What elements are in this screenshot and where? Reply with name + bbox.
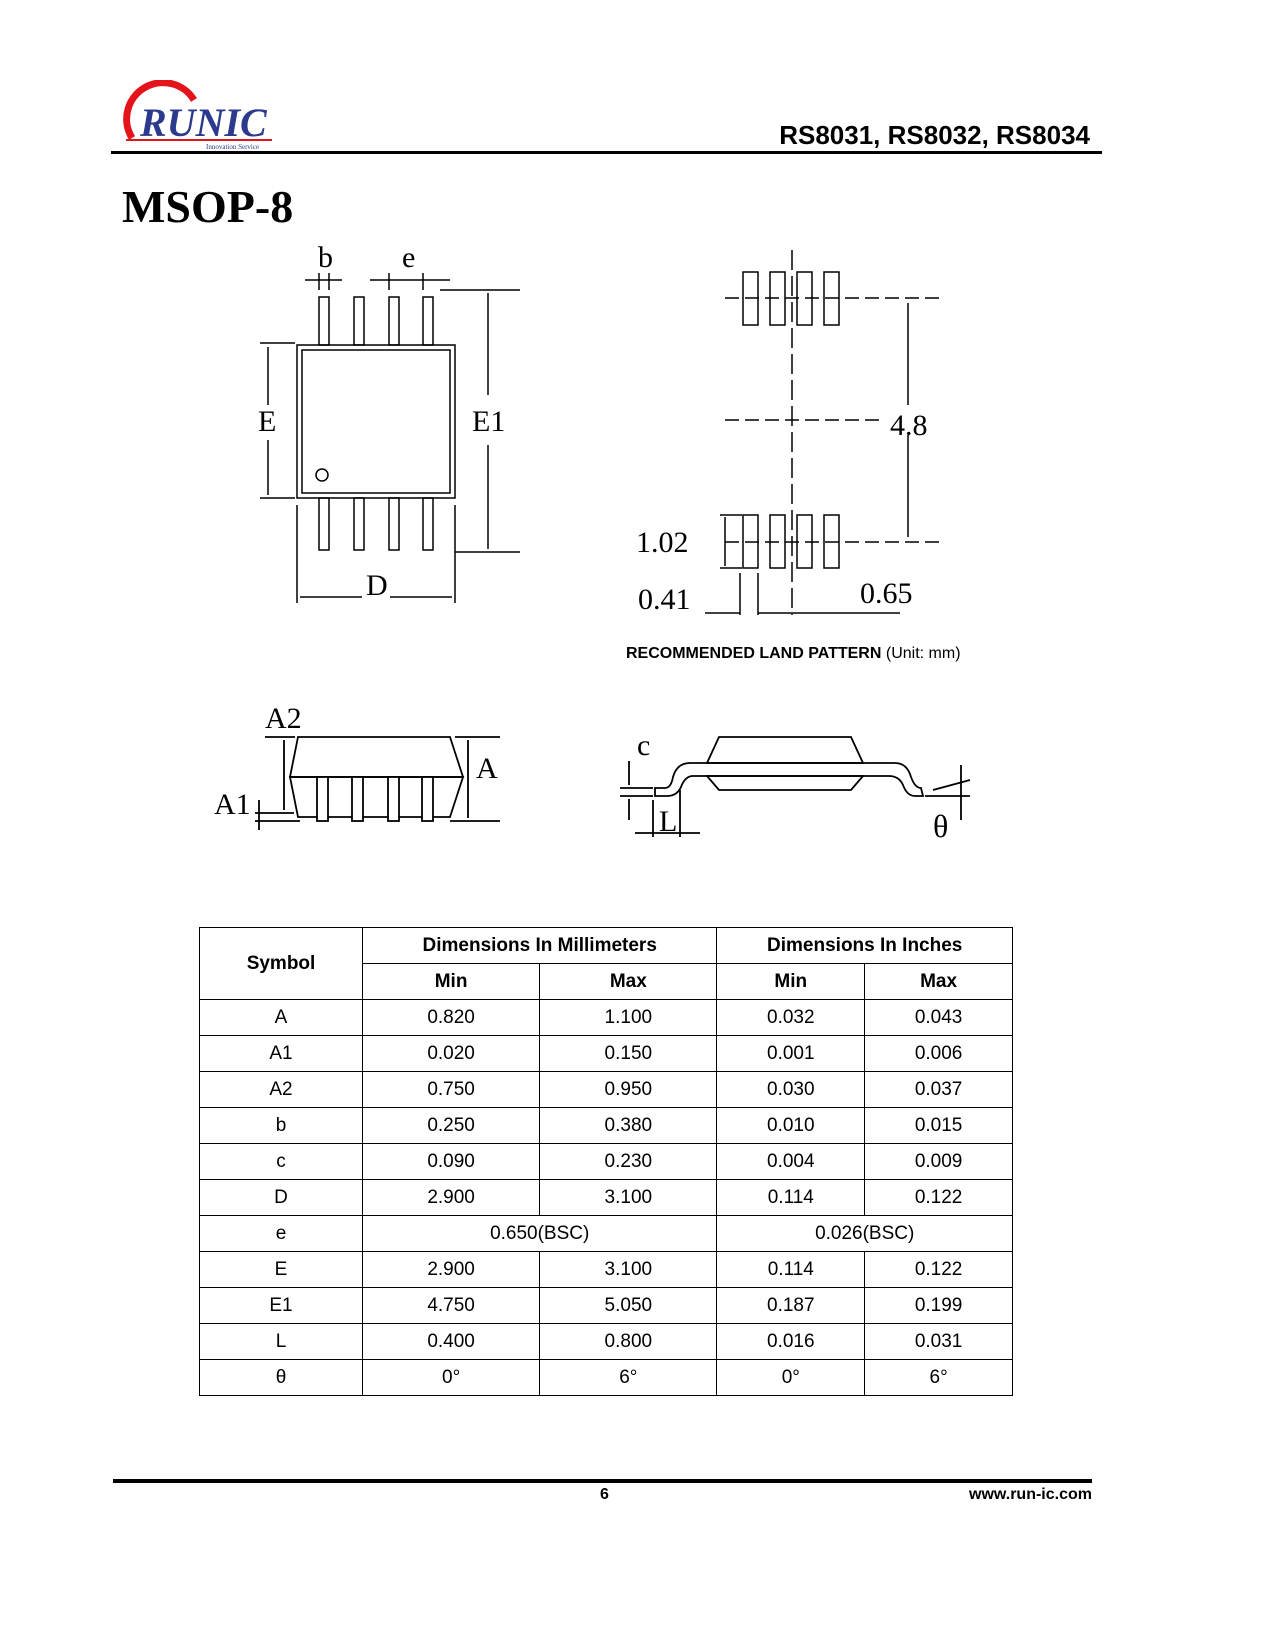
header-mm-min: Min [363, 964, 540, 1000]
symbol-cell: A2 [200, 1072, 363, 1108]
value-cell: 0.230 [540, 1144, 717, 1180]
svg-text:L: L [659, 805, 678, 838]
value-cell: 0.380 [540, 1108, 717, 1144]
runic-logo [122, 80, 277, 152]
table-row [200, 1108, 1013, 1144]
header-millimeters: Dimensions In Millimeters [363, 928, 717, 964]
svg-text:A2: A2 [265, 702, 302, 735]
svg-text:4.8: 4.8 [890, 409, 928, 442]
table-row [200, 1036, 1013, 1072]
svg-text:0.65: 0.65 [860, 577, 913, 610]
symbol-cell: c [200, 1144, 363, 1180]
value-cell: 0.016 [717, 1324, 865, 1360]
value-cell: 0.950 [540, 1072, 717, 1108]
value-cell: 0.010 [717, 1108, 865, 1144]
value-cell: 0.090 [363, 1144, 540, 1180]
svg-text:A1: A1 [214, 788, 251, 821]
value-cell: 0.400 [363, 1324, 540, 1360]
value-cell: 0.650(BSC) [363, 1216, 717, 1252]
symbol-cell: A1 [200, 1036, 363, 1072]
value-cell: 6° [865, 1360, 1013, 1396]
value-cell: 3.100 [540, 1180, 717, 1216]
value-cell: 0.122 [865, 1252, 1013, 1288]
value-cell: 0.150 [540, 1036, 717, 1072]
value-cell: 2.900 [363, 1252, 540, 1288]
table-row [200, 1000, 1013, 1036]
symbol-cell: D [200, 1180, 363, 1216]
svg-text:RUNIC: RUNIC [140, 100, 267, 145]
value-cell: 0.750 [363, 1072, 540, 1108]
value-cell: 0.122 [865, 1180, 1013, 1216]
table-row [200, 1288, 1013, 1324]
land-pattern-caption [626, 645, 961, 663]
svg-text:Innovation Service: Innovation Service [206, 143, 260, 151]
value-cell: 2.900 [363, 1180, 540, 1216]
symbol-cell: L [200, 1324, 363, 1360]
top-view-diagram [240, 235, 540, 615]
svg-text:0.41: 0.41 [638, 583, 691, 616]
value-cell: 0.114 [717, 1180, 865, 1216]
value-cell: 0.800 [540, 1324, 717, 1360]
svg-text:c: c [637, 729, 651, 762]
symbol-cell: A [200, 1000, 363, 1036]
value-cell: 6° [540, 1360, 717, 1396]
header-in-max: Max [865, 964, 1013, 1000]
table-row [200, 1360, 1013, 1396]
value-cell: 0.004 [717, 1144, 865, 1180]
symbol-cell: E [200, 1252, 363, 1288]
svg-text:θ: θ [933, 808, 949, 844]
value-cell: 0.020 [363, 1036, 540, 1072]
svg-text:D: D [366, 569, 388, 602]
caption-bold: RECOMMENDED LAND PATTERN [626, 645, 882, 662]
symbol-cell: b [200, 1108, 363, 1144]
table-row [200, 1216, 1013, 1252]
value-cell: 4.750 [363, 1288, 540, 1324]
symbol-cell: θ [200, 1360, 363, 1396]
caption-unit: (Unit: mm) [885, 645, 961, 662]
value-cell: 0.114 [717, 1252, 865, 1288]
website-link[interactable]: www.run-ic.com [969, 1486, 1092, 1503]
table-row [200, 1252, 1013, 1288]
header-mm-max: Max [540, 964, 717, 1000]
value-cell: 0.030 [717, 1072, 865, 1108]
svg-text:e: e [402, 241, 416, 274]
value-cell: 0.820 [363, 1000, 540, 1036]
value-cell: 0.026(BSC) [717, 1216, 1013, 1252]
table-row [200, 1180, 1013, 1216]
section-title: MSOP-8 [122, 181, 294, 232]
header-divider [111, 151, 1102, 154]
page-number: 6 [600, 1486, 609, 1503]
value-cell: 5.050 [540, 1288, 717, 1324]
value-cell: 0.032 [717, 1000, 865, 1036]
document-title: RS8031, RS8032, RS8034 [779, 120, 1090, 150]
header-symbol: Symbol [200, 928, 363, 1000]
value-cell: 0.009 [865, 1144, 1013, 1180]
svg-text:E: E [258, 405, 277, 438]
dimensions-table [199, 927, 1013, 1396]
land-pattern-diagram [630, 245, 960, 625]
table-row [200, 1324, 1013, 1360]
footer-divider [113, 1479, 1092, 1483]
svg-text:1.02: 1.02 [636, 526, 689, 559]
value-cell: 0.031 [865, 1324, 1013, 1360]
value-cell: 0.015 [865, 1108, 1013, 1144]
value-cell: 0.001 [717, 1036, 865, 1072]
svg-text:A: A [476, 752, 498, 785]
value-cell: 3.100 [540, 1252, 717, 1288]
value-cell: 0.250 [363, 1108, 540, 1144]
svg-text:b: b [318, 241, 333, 274]
side-view-front-diagram [210, 700, 510, 830]
table-row [200, 1144, 1013, 1180]
header-in-min: Min [717, 964, 865, 1000]
svg-text:E1: E1 [472, 405, 506, 438]
value-cell: 1.100 [540, 1000, 717, 1036]
value-cell: 0.187 [717, 1288, 865, 1324]
value-cell: 0.199 [865, 1288, 1013, 1324]
symbol-cell: E1 [200, 1288, 363, 1324]
value-cell: 0° [363, 1360, 540, 1396]
symbol-cell: e [200, 1216, 363, 1252]
value-cell: 0.043 [865, 1000, 1013, 1036]
value-cell: 0° [717, 1360, 865, 1396]
header-inches: Dimensions In Inches [717, 928, 1013, 964]
table-row [200, 1072, 1013, 1108]
value-cell: 0.037 [865, 1072, 1013, 1108]
value-cell: 0.006 [865, 1036, 1013, 1072]
side-view-lead-diagram [615, 725, 985, 850]
